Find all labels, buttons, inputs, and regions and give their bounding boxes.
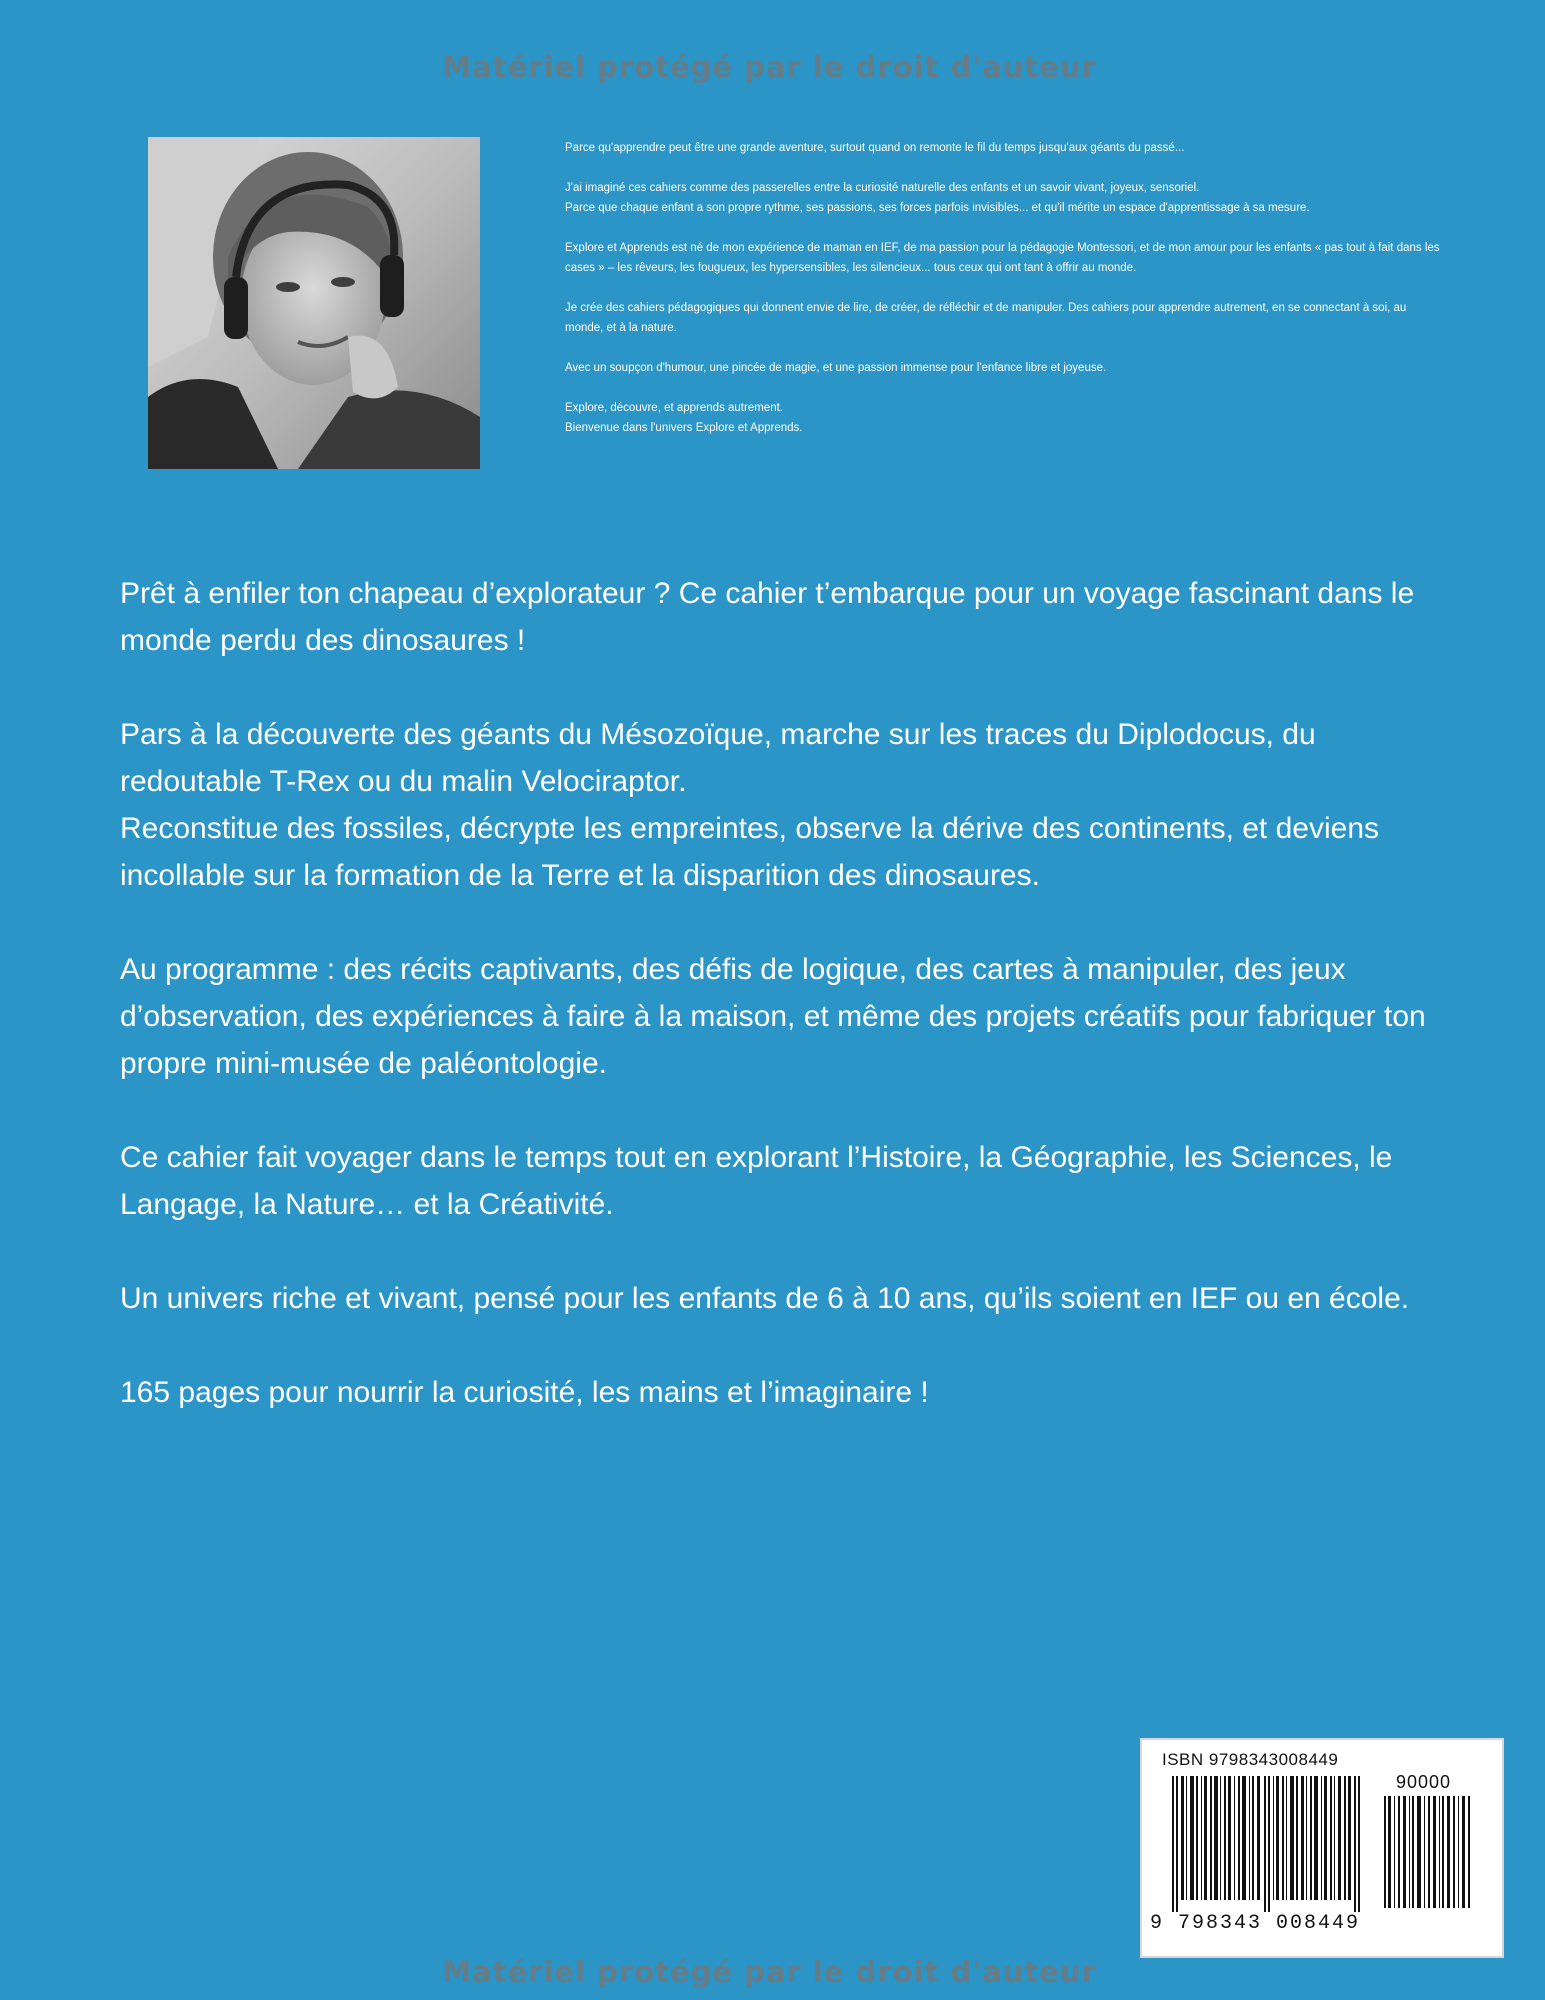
isbn-digits: 9 798343 008449 <box>1150 1912 1361 1935</box>
description-paragraph: Reconstitue des fossiles, décrypte les empreintes, observe la dérive des continents, et deviens incollable sur la formation de la Terre et la disparition des dinosaures. <box>120 812 1380 892</box>
barcode-bars <box>1172 1776 1372 1912</box>
description-intro: Prêt à enfiler ton chapeau d’explorateur ? Ce cahier t’embarque pour un voyage fascinant dans le monde perdu des dinosaures ! <box>120 577 1415 657</box>
barcode-addon-bars <box>1384 1796 1484 1908</box>
book-description <box>120 570 1450 1463</box>
bio-paragraph: J'ai imaginé ces cahiers comme des passerelles entre la curiosité naturelle des enfants et un savoir vivant, joyeux, sensoriel. <box>565 182 1200 194</box>
isbn-barcode <box>1140 1738 1504 1958</box>
bio-paragraph: Parce qu'apprendre peut être une grande aventure, surtout quand on remonte le fil du temps jusqu'aux géants du passé... <box>565 142 1185 154</box>
description-subjects: Ce cahier fait voyager dans le temps tout en explorant l’Histoire, la Géographie, les Sciences, le Langage, la Nature… et la Créativité. <box>120 1141 1393 1221</box>
description-audience: Un univers riche et vivant, pensé pour les enfants de 6 à 10 ans, qu’ils soient en IEF ou en école. <box>120 1282 1410 1315</box>
bio-paragraph: Je crée des cahiers pédagogiques qui donnent envie de lire, de créer, de réfléchir et de manipuler. Des cahiers pour apprendre autrement, en se connectant à soi, au monde, et à la nature. <box>565 302 1407 334</box>
description-paragraph: Pars à la découverte des géants du Mésozoïque, marche sur les traces du Diplodocus, du redoutable T-Rex ou du malin Velociraptor. <box>120 718 1316 798</box>
bio-paragraph: Explore, découvre, et apprends autrement. <box>565 402 783 414</box>
isbn-label: ISBN 9798343008449 <box>1162 1750 1339 1769</box>
description-program: Au programme : des récits captivants, des défis de logique, des cartes à manipuler, des jeux d’observation, des expériences à faire à la maison, et même des projets créatifs pour fabriquer ton propre mini-musée de paléontologie. <box>120 953 1426 1080</box>
bio-paragraph: Avec un soupçon d'humour, une pincée de magie, et une passion immense pour l'enfance libre et joyeuse. <box>565 362 1107 374</box>
copyright-watermark-bottom: Matériel protégé par le droit d'auteur <box>442 1955 1097 1989</box>
description-pages: 165 pages pour nourrir la curiosité, les mains et l’imaginaire ! <box>120 1376 929 1409</box>
author-bio <box>565 138 1445 438</box>
author-photo <box>148 137 480 469</box>
bio-paragraph: Parce que chaque enfant a son propre rythme, ses passions, ses forces parfois invisibles... et qu'il mérite un espace d'apprentissage à sa mesure. <box>565 202 1310 214</box>
bio-paragraph: Bienvenue dans l'univers Explore et Apprends. <box>565 422 803 434</box>
copyright-watermark-top: Matériel protégé par le droit d'auteur <box>442 50 1097 84</box>
author-portrait-image <box>148 137 480 469</box>
bio-paragraph: Explore et Apprends est né de mon expérience de maman en IEF, de ma passion pour la pédagogie Montessori, et de mon amour pour les enfants « pas tout à fait dans les cases » – les rêveurs, les fougueux, les hypersensibles, les silencieux... tous ceux qui ont tant à offrir au monde. <box>565 242 1440 274</box>
barcode-price-code: 90000 <box>1396 1772 1452 1792</box>
